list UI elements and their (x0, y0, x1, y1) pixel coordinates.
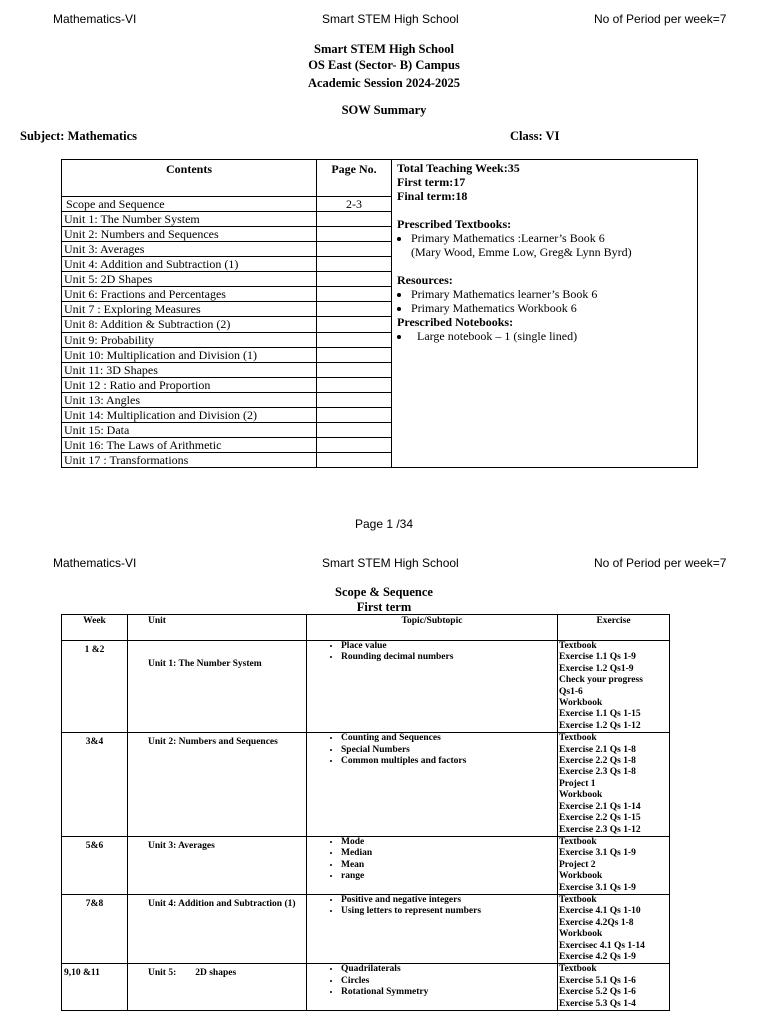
page-no-cell (317, 452, 392, 467)
exercise-line: Exercise 1.2 Qs 1-12 (559, 720, 641, 731)
exercise-line: Exercise 2.1 Qs 1-8 (559, 744, 636, 755)
exercise-line: Exercise 2.1 Qs 1-14 (559, 801, 641, 812)
topic-item: • Using letters to represent numbers (341, 906, 555, 917)
topic-cell (307, 894, 558, 963)
contents-row: Unit 5: 2D Shapes (62, 272, 317, 287)
page-no-cell (317, 347, 392, 362)
exercise-line: Textbook (559, 733, 597, 744)
page-no-cell (317, 212, 392, 227)
contents-row: Unit 12 : Ratio and Proportion (62, 377, 317, 392)
contents-row: Unit 2: Numbers and Sequences (62, 227, 317, 242)
subject-label: Subject: Mathematics (20, 129, 137, 143)
exercise-header: Exercise (558, 615, 670, 641)
topic-item: • range (341, 871, 555, 882)
contents-row: Unit 7 : Exploring Measures (62, 302, 317, 317)
term-title: First term (356, 600, 412, 614)
page-no-cell (317, 227, 392, 242)
page-no-cell (317, 392, 392, 407)
page-no-cell (317, 332, 392, 347)
page-no-cell (317, 377, 392, 392)
exercise-line: Exercise 2.3 Qs 1-8 (559, 767, 636, 778)
topic-item: • Median (341, 848, 555, 859)
topic-item: • Positive and negative integers (341, 895, 555, 906)
unit-cell: Unit 1: The Number System (128, 641, 307, 733)
table-row (62, 964, 670, 1011)
exercise-line: Textbook (559, 641, 597, 651)
page-no-cell (317, 287, 392, 302)
page-number: Page 1 /34 (354, 517, 414, 531)
contents-row: Unit 15: Data (62, 422, 317, 437)
scope-title: Scope & Sequence (335, 585, 433, 599)
exercise-line: Exercise 2.2 Qs 1-8 (559, 756, 636, 767)
exercise-line: Exercise 3.1 Qs 1-9 (559, 848, 636, 859)
summary-info-panel (392, 160, 698, 468)
contents-row: Unit 9: Probability (62, 332, 317, 347)
topic-header: Topic/Subtopic (307, 615, 558, 641)
table-row (62, 733, 670, 837)
topic-item: • Special Numbers (341, 745, 555, 756)
exercise-cell (558, 964, 670, 1011)
week-cell: 1 &2 (62, 641, 128, 733)
exercise-line: Exercise 2.3 Qs 1-12 (559, 824, 641, 835)
topic-item: • Mode (341, 837, 555, 848)
contents-row: Unit 3: Averages (62, 242, 317, 257)
page-no-cell: 2-3 (317, 197, 392, 212)
contents-row: Unit 1: The Number System (62, 212, 317, 227)
week-header: Week (62, 615, 128, 641)
resource-item: • Primary Mathematics Workbook 6 (411, 301, 692, 315)
final-term: Final term:18 (397, 189, 468, 203)
contents-row: Unit 10: Multiplication and Division (1) (62, 347, 317, 362)
contents-row: Unit 16: The Laws of Arithmetic (62, 437, 317, 452)
topic-cell (307, 964, 558, 1011)
topic-item: • Place value (341, 641, 555, 652)
week-cell: 7&8 (62, 894, 128, 963)
sow-summary-table (61, 159, 698, 468)
contents-header: Contents (62, 160, 317, 197)
textbook-authors: (Mary Wood, Emme Low, Greg& Lynn Byrd) (411, 245, 632, 259)
exercise-cell (558, 836, 670, 894)
exercise-line: Workbook (559, 871, 603, 882)
notebooks-heading: Prescribed Notebooks: (397, 315, 514, 329)
unit-cell: Unit 3: Averages (128, 836, 307, 894)
exercise-cell (558, 894, 670, 963)
exercise-line: Qs1-6 (559, 686, 583, 697)
contents-row: Unit 11: 3D Shapes (62, 362, 317, 377)
exercise-line: Exercisec 4.1 Qs 1-14 (559, 940, 645, 951)
exercise-line: Textbook (559, 836, 597, 847)
unit-cell: Unit 4: Addition and Subtraction (1) (128, 894, 307, 963)
table-row (62, 641, 670, 733)
contents-row: Unit 4: Addition and Subtraction (1) (62, 257, 317, 272)
table-row (62, 894, 670, 963)
exercise-line: Textbook (559, 964, 597, 975)
contents-row: Unit 8: Addition & Subtraction (2) (62, 317, 317, 332)
exercise-line: Project 2 (559, 859, 596, 870)
topic-item: • Common multiples and factors (341, 756, 555, 767)
topic-item: • Quadrilaterals (341, 964, 555, 975)
topic-item: • Counting and Sequences (341, 733, 555, 744)
scope-sequence-table (61, 614, 670, 1011)
exercise-line: Exercise 5.3 Qs 1-4 (559, 998, 636, 1009)
exercise-line: Exercise 5.1 Qs 1-6 (559, 975, 636, 986)
contents-row: Unit 13: Angles (62, 392, 317, 407)
exercise-cell (558, 641, 670, 733)
topic-item: • Rounding decimal numbers (341, 652, 555, 663)
resource-item: • Primary Mathematics learner’s Book 6 (411, 287, 692, 301)
page-no-cell (317, 302, 392, 317)
exercise-line: Workbook (559, 929, 603, 940)
week-cell: 9,10 &11 (62, 964, 128, 1011)
textbook-item: • Primary Mathematics :Learner’s Book 6 (411, 231, 692, 245)
class-label: Class: VI (510, 129, 560, 143)
running-header-left: Mathematics-VI (53, 12, 137, 26)
unit-cell: Unit 5: 2D shapes (128, 964, 307, 1011)
running-header-center: Smart STEM High School (322, 556, 459, 570)
unit-header: Unit (128, 615, 307, 641)
exercise-line: Exercise 2.2 Qs 1-15 (559, 813, 641, 824)
page-no-cell (317, 437, 392, 452)
exercise-line: Exercise 1.1 Qs 1-15 (559, 709, 641, 720)
page-no-cell (317, 257, 392, 272)
exercise-line: Exercise 1.1 Qs 1-9 (559, 652, 636, 663)
exercise-line: Check your progress (559, 675, 643, 686)
campus-name: OS East (Sector- B) Campus (308, 58, 460, 72)
table-row (62, 836, 670, 894)
contents-row: Unit 14: Multiplication and Division (2) (62, 407, 317, 422)
contents-row: Unit 6: Fractions and Percentages (62, 287, 317, 302)
topic-cell (307, 733, 558, 837)
topic-item: • Rotational Symmetry (341, 987, 555, 998)
week-cell: 5&6 (62, 836, 128, 894)
exercise-line: Exercise 5.2 Qs 1-6 (559, 987, 636, 998)
exercise-cell (558, 733, 670, 837)
contents-row: Unit 17 : Transformations (62, 452, 317, 467)
school-name: Smart STEM High School (314, 42, 454, 56)
notebook-item: • Large notebook – 1 (single lined) (411, 329, 692, 343)
exercise-line: Exercise 4.2Qs 1-8 (559, 917, 634, 928)
running-header-right: No of Period per week=7 (594, 12, 727, 26)
resources-heading: Resources: (397, 273, 453, 287)
academic-session: Academic Session 2024-2025 (307, 76, 461, 90)
textbooks-heading: Prescribed Textbooks: (397, 217, 512, 231)
exercise-line: Exercise 1.2 Qs1-9 (559, 663, 634, 674)
exercise-line: Textbook (559, 894, 597, 905)
page-no-cell (317, 407, 392, 422)
exercise-line: Exercise 4.2 Qs 1-9 (559, 951, 636, 962)
running-header-center: Smart STEM High School (322, 12, 459, 26)
running-header-right: No of Period per week=7 (594, 556, 727, 570)
topic-item: • Circles (341, 976, 555, 987)
first-term: First term:17 (397, 175, 466, 189)
exercise-line: Project 1 (559, 778, 596, 789)
page-no-cell (317, 242, 392, 257)
unit-cell: Unit 2: Numbers and Sequences (128, 733, 307, 837)
page-no-cell (317, 272, 392, 287)
topic-cell (307, 641, 558, 733)
page-no-cell (317, 422, 392, 437)
contents-row: Scope and Sequence (62, 197, 317, 212)
document-title: SOW Summary (341, 103, 427, 117)
page-no-header: Page No. (317, 160, 392, 197)
week-cell: 3&4 (62, 733, 128, 837)
exercise-line: Workbook (559, 790, 603, 801)
running-header-left: Mathematics-VI (53, 556, 137, 570)
exercise-line: Exercise 4.1 Qs 1-10 (559, 906, 641, 917)
topic-item: • Mean (341, 860, 555, 871)
page-no-cell (317, 317, 392, 332)
topic-cell (307, 836, 558, 894)
exercise-line: Exercise 3.1 Qs 1-9 (559, 882, 636, 893)
total-weeks: Total Teaching Week:35 (397, 161, 520, 175)
page-no-cell (317, 362, 392, 377)
exercise-line: Workbook (559, 698, 603, 709)
